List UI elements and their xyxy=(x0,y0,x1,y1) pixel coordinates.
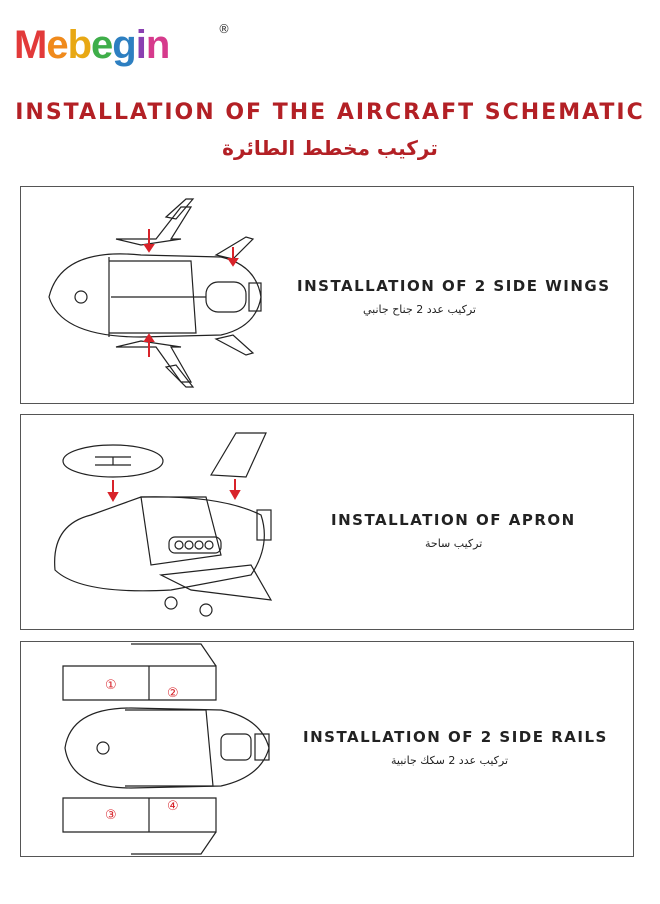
step-label: INSTALLATION OF 2 SIDE RAILS xyxy=(303,728,608,746)
step-panel-rails xyxy=(20,641,634,857)
rail-number: ① xyxy=(105,678,117,693)
page-title-arabic: تركيب مخطط الطائرة xyxy=(222,136,438,160)
logo-letter: n xyxy=(145,23,170,67)
rail-number: ④ xyxy=(167,799,179,814)
logo-letter: g xyxy=(112,23,136,67)
rail-number: ③ xyxy=(105,808,117,823)
rails-diagram xyxy=(21,642,633,856)
page-title: INSTALLATION OF THE AIRCRAFT SCHEMATIC xyxy=(15,100,645,125)
logo-letter: e xyxy=(91,23,113,67)
step-label-arabic: تركيب عدد 2 جناح جانبي xyxy=(363,303,476,316)
logo-letter: i xyxy=(135,23,146,67)
step-panel-wings xyxy=(20,186,634,404)
registered-mark: ® xyxy=(218,22,230,36)
wings-diagram xyxy=(21,187,633,403)
step-label-arabic: تركيب ساحة xyxy=(425,537,483,550)
logo-letter: M xyxy=(14,23,47,67)
logo-letter: e xyxy=(46,23,68,67)
logo-letter: b xyxy=(67,23,92,67)
brand-logo xyxy=(14,20,169,70)
step-panel-apron xyxy=(20,414,634,630)
step-label: INSTALLATION OF 2 SIDE WINGS xyxy=(297,277,611,295)
rail-number: ② xyxy=(167,686,179,701)
step-label: INSTALLATION OF APRON xyxy=(331,511,576,529)
step-label-arabic: تركيب عدد 2 سكك جانبية xyxy=(391,754,509,767)
